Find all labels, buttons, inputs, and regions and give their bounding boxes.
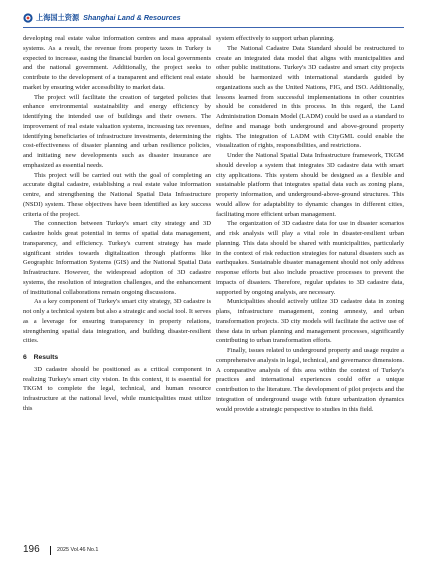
header-divider [23,27,404,28]
journal-title-en: Shanghai Land & Resources [83,13,181,22]
journal-title [36,12,181,24]
body-paragraph: The connection between Turkey's smart city strategy and 3D cadastre holds great potential in terms of spatial data management, transparency, and efficiency. Turkey's current strategy has made significant strides towards digitalization through platforms like Geographic Information Systems (GIS) and the National Spatial Data Infrastructure. However, the widespread adoption of 3D cadastre systems, the resolution of integration challenges, and the enhancement of institutional collaborations remain ongoing discussions. [23,220,211,296]
body-paragraph: The organization of 3D cadastre data for use in disaster scenarios and risk analysis will play a vital role in disaster-resilient urban planning. This data should be shared with municipalities, particularly in the context of risk reduction strategies for natural disasters such as earthquakes. Sustainable disaster management should not only address response efforts but also include proactive processes to prevent the impacts of disasters. Therefore, regular updates to 3D cadastre data, supported by ongoing analysis, are necessary. [216,220,404,296]
body-paragraph: 3D cadastre should be positioned as a critical component in realizing Turkey's smart city vision. In this context, it is essential for TKGM to complete the legal, technical, and human resource infrastructure at the national level, while municipalities must utilize this [23,365,211,412]
running-header [23,12,403,26]
body-paragraph: Under the National Spatial Data Infrastructure framework, TKGM should develop a system that integrates 3D cadastre data with smart city applications. This system should be designed as a flexible and sustainable platform that integrates spatial data such as zoning plans, property information, and underground-above-ground structures. This would allow for adaptability to dynamic changes in different cities, facilitating more efficient urban management. [216,152,404,218]
issue-info: 2025 Vol.46 No.1 [57,547,99,553]
page-footer [23,544,223,558]
body-paragraph: As a key component of Turkey's smart city strategy, 3D cadastre is not only a technical system but also a strategic and social tool. It serves as a leverage for ensuring transparency in property relations, strengthening spatial data integration, and building disaster-resilient cities. [23,298,211,345]
body-paragraph: This project will be carried out with the goal of completing an accurate digital cadastre, establishing a real estate value information centre, and strengthening the National Spatial Data Infrastructure (NSDI) system. These objectives have been identified as key success criteria of the project. [23,171,211,218]
page-number: 196 [23,544,40,555]
body-paragraph: Municipalities should actively utilize 3D cadastre data in zoning plans, infrastructure management, zoning amnesty, and urban transformation projects. 3D city models will facilitate the active use of these data in urban planning and management processes, significantly contributing to urban transformation efforts. [216,298,404,345]
body-paragraph: The National Cadastre Data Standard should be restructured to create an integrated data model that aligns with municipalities and other public institutions. Turkey's 3D cadastre and smart city projects should be harmonized with international standards guided by organizations such as the United Nations, FIG, and ISO. Additionally, lessons learned from successful implementations in other countries should be considered in this process. In this regard, the Land Administration Domain Model (LADM) could be used as a standard to define and manage both underground and above-ground property rights. The integration of LADM with CityGML could enable the visualization of rights, responsibilities, and restrictions. [216,44,404,150]
footer-divider [50,546,51,555]
body-paragraph: developing real estate value information centres and mass appraisal systems. As a result, the revenue from property taxes in Turkey is expected to increase, easing the financial burden on local governments and the national government. Additionally, the project seeks to contribute to the development of a transparent and efficient real estate market by ensuring wider accessibility to market data. [23,35,211,91]
journal-logo-icon [23,13,33,23]
journal-title-cn: 上海国土资源 [36,13,80,22]
right-text-column [216,34,404,414]
body-paragraph: system effectively to support urban planning. [216,35,335,42]
body-paragraph: Finally, issues related to underground property and usage require a comprehensive analysis in legal, technical, and governance dimensions. A comparative analysis of this area within the context of Turkey's practices and international experiences could offer a unique contribution to the literature. The development of pilot projects and the integration of underground usage with future urbanization dynamics would provide a strategic perspective to studies in this field. [216,347,404,413]
body-paragraph: The project will facilitate the creation of targeted policies that enhance environmental sustainability and energy efficiency by identifying the intended use of buildings and their owners. The improvement of real estate valuation systems, increasing tax revenues, identifying beneficiaries of infrastructure investments, determining the cost-effectiveness of disaster planning and urban resilience policies, and initiating new developments such as disaster insurance are emphasized as essential needs. [23,93,211,169]
left-text-column [23,34,211,414]
section-heading: 6 Results [23,354,59,361]
